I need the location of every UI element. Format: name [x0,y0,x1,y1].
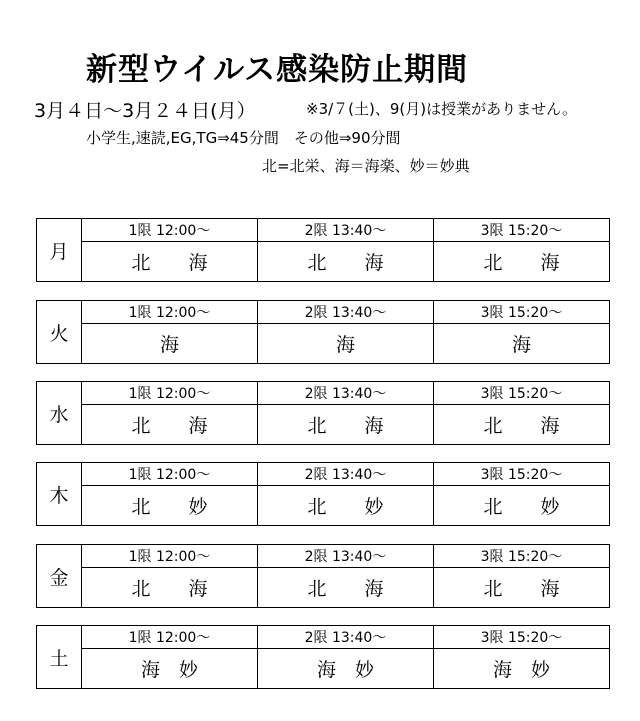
period-column [258,545,434,607]
day-label: 木 [37,463,82,525]
period-column [82,545,258,607]
period-time-label: 1限 12:00～ [82,382,257,405]
period-rooms: 海 [511,334,531,356]
period-rooms: 海 妙 [316,659,374,681]
room-legend: 北=北栄、海＝海楽、妙＝妙典 [262,157,470,175]
period-rooms: 北 海 [483,415,560,437]
day-table-thu [36,462,610,526]
period-rooms: 北 海 [483,578,560,600]
period-time-label: 3限 15:20～ [434,463,609,486]
period-time-label: 2限 13:40～ [258,219,433,242]
period-time-label: 3限 15:20～ [434,219,609,242]
period-column [434,301,609,363]
day-label: 月 [37,219,82,281]
period-rooms: 北 海 [131,578,208,600]
page-title: 新型ウイルス感染防止期間 [86,52,469,88]
period-rooms: 海 [335,334,355,356]
period-time-label: 3限 15:20～ [434,301,609,324]
period-column [258,219,434,281]
period-time-label: 1限 12:00～ [82,626,257,649]
day-table-sat [36,625,610,689]
period-rooms: 北 海 [131,252,208,274]
day-table-fri [36,544,610,608]
period-time-label: 3限 15:20～ [434,626,609,649]
period-column [82,382,258,444]
period-time-label: 1限 12:00～ [82,463,257,486]
day-label: 金 [37,545,82,607]
no-class-note: ※3/７(土)、9(月)は授業がありません。 [306,100,578,118]
period-time-label: 2限 13:40～ [258,463,433,486]
period-column [82,626,258,688]
period-column [434,382,609,444]
schedule-period: 3月４日～3月２４日(月） [34,100,256,122]
period-rooms: 北 海 [307,578,384,600]
period-column [258,382,434,444]
period-column [434,219,609,281]
period-time-label: 1限 12:00～ [82,545,257,568]
period-rooms: 北 妙 [483,496,560,518]
day-label: 土 [37,626,82,688]
period-rooms: 北 海 [307,415,384,437]
period-rooms: 北 海 [131,415,208,437]
period-column [434,545,609,607]
period-column [434,463,609,525]
day-table-mon [36,218,610,282]
period-column [82,463,258,525]
period-time-label: 2限 13:40～ [258,626,433,649]
period-column [258,626,434,688]
period-column [258,301,434,363]
period-time-label: 1限 12:00～ [82,301,257,324]
period-rooms: 北 海 [483,252,560,274]
period-column [434,626,609,688]
period-column [82,219,258,281]
period-time-label: 2限 13:40～ [258,301,433,324]
day-label: 火 [37,301,82,363]
lesson-duration: 小学生,速読,EG,TG⇒45分間 その他⇒90分間 [86,129,401,147]
period-column [258,463,434,525]
period-rooms: 北 妙 [307,496,384,518]
period-time-label: 3限 15:20～ [434,545,609,568]
day-label: 水 [37,382,82,444]
period-rooms: 海 [159,334,179,356]
period-rooms: 海 妙 [140,659,198,681]
period-rooms: 北 妙 [131,496,208,518]
period-rooms: 海 妙 [492,659,550,681]
period-time-label: 2限 13:40～ [258,545,433,568]
day-table-tue [36,300,610,364]
period-time-label: 2限 13:40～ [258,382,433,405]
period-time-label: 1限 12:00～ [82,219,257,242]
period-time-label: 3限 15:20～ [434,382,609,405]
period-rooms: 北 海 [307,252,384,274]
period-column [82,301,258,363]
day-table-wed [36,381,610,445]
